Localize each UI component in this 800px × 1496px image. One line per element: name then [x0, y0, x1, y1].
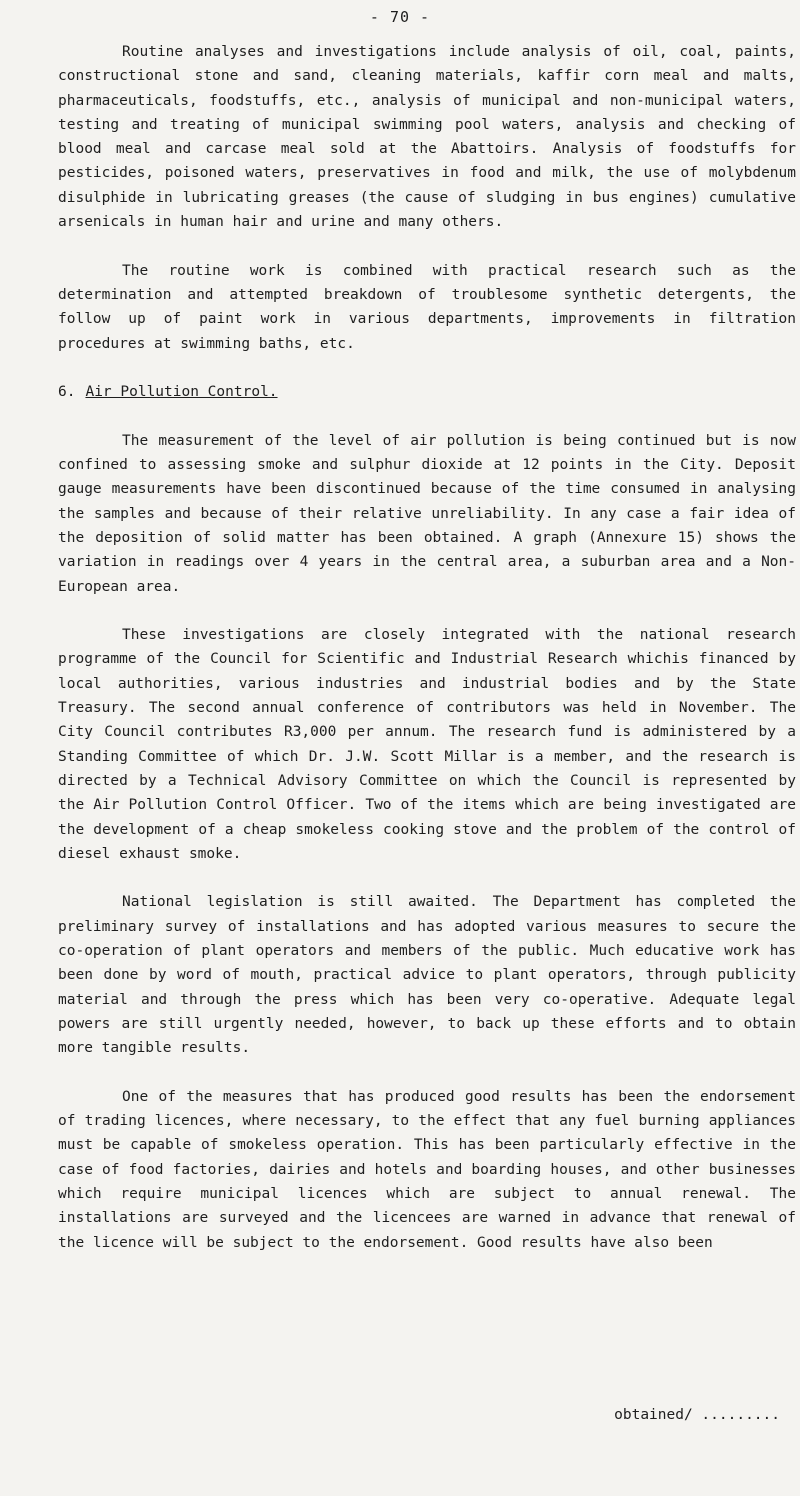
- paragraph-national-research: These investigations are closely integrated with the national research programme of the Council for Scientific and Industrial Research whichis financed by local authorities, various industries and industrial bodies and by the State Treasury. The second annual conference of contributors was held in November. The City Council contributes R3,000 per annum. The research fund is administered by a Standing Committee of which Dr. J.W. Scott Millar is a member, and the research is directed by a Technical Advisory Committee on which the Council is represented by the Air Pollution Control Officer. Two of the items which are being investigated are the development of a cheap smokeless cooking stove and the problem of the control of diesel exhaust smoke.: [58, 627, 796, 862]
- section-heading: [58, 380, 796, 404]
- page-number: - 70 -: [369, 8, 431, 26]
- paragraph-legislation: National legislation is still awaited. The Department has completed the preliminary survey of installations and has adopted various measures to secure the co-operation of plant operators and members of the public. Much educative work has been done by word of mouth, practical advice to plant operators, through publicity material and through the press which has been very co-operative. Adequate legal powers are still urgently needed, however, to back up these efforts and to obtain more tangible results.: [58, 894, 796, 1057]
- paragraph-licences: One of the measures that has produced good results has been the endorsement of trading licences, where necessary, to the effect that any fuel burning appliances must be capable of smokeless operation. This has been particularly effective in the case of food factories, dairies and hotels and boarding houses, and other businesses which require municipal licences which are subject to annual renewal. The installations are surveyed and the licencees are warned in advance that renewal of the licence will be subject to the endorsement. Good results have also been: [58, 1088, 796, 1251]
- paragraph-routine-analyses: Routine analyses and investigations include analysis of oil, coal, paints, constructional stone and sand, cleaning materials, kaffir corn meal and malts, pharmaceuticals, foodstuffs, etc., analysis of municipal and non-municipal waters, testing and treating of municipal swimming pool waters, analysis and checking of blood meal and carcase meal sold at the Abattoirs. Analysis of foodstuffs for pesticides, poisoned waters, preservatives in food and milk, the use of molybdenum disulphide in lubricating greases (the cause of sludging in bus engines) cumulative arsenicals in human hair and urine and many others.: [58, 44, 796, 231]
- paragraph-measurement: The measurement of the level of air pollution is being continued but is now confined to assessing smoke and sulphur dioxide at 12 points in the City. Deposit gauge measurements have been discontinued because of the time consumed in analysing the samples and because of their relative unreliability. In any case a fair idea of the deposition of solid matter has been obtained. A graph (Annexure 15) shows the variation in readings over 4 years in the central area, a suburban area and a Non-European area.: [58, 432, 796, 595]
- document-body: [58, 40, 796, 1279]
- paragraph-routine-research: The routine work is combined with practical research such as the determination and attempted breakdown of troublesome synthetic detergents, the follow up of paint work in various departments, improvements in filtration procedures at swimming baths, etc.: [58, 262, 796, 352]
- catchword: obtained/ .........: [614, 1407, 780, 1423]
- section-title: Air Pollution Control.: [85, 384, 278, 401]
- section-number: 6.: [58, 384, 76, 401]
